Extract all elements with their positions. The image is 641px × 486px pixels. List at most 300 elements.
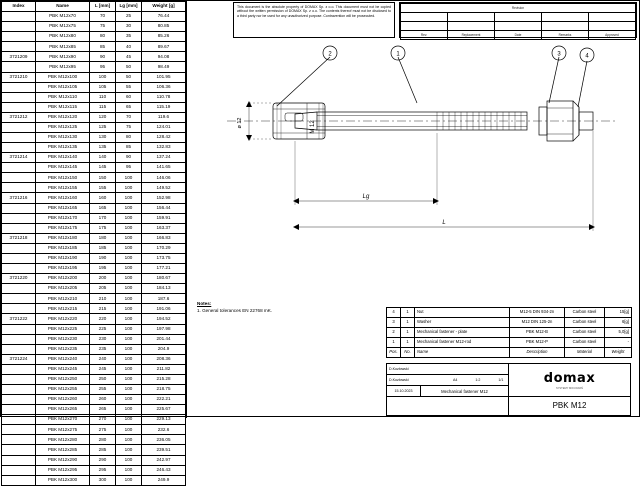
table-cell xyxy=(2,284,36,294)
table-cell: 3721212 xyxy=(2,112,36,122)
table-cell: 130 xyxy=(90,133,116,143)
table-row xyxy=(2,72,186,82)
table-row xyxy=(2,133,186,143)
table-row xyxy=(2,344,186,354)
lg-dimension-label: Lg xyxy=(362,194,370,200)
table-cell: 230 xyxy=(90,334,116,344)
table-row xyxy=(2,12,186,22)
rev-header-approved: Approved xyxy=(589,31,636,40)
bom-cell: 1 xyxy=(401,318,415,328)
copyright-note: This document is the absolute property of DOMAX Sp. z o.o. This document must not be copied without the written permission of DOMAX Sp. z o.o. The contents thereof must not be disclosed to a third party nor be used for any unauthorized purpose. Contravention will be prosecuted. xyxy=(233,2,395,38)
table-cell: 3721222 xyxy=(2,314,36,324)
table-cell: 177.21 xyxy=(142,264,186,274)
sheet-value: 1/1 xyxy=(498,378,504,382)
table-cell: 70 xyxy=(90,12,116,22)
table-row xyxy=(2,213,186,223)
table-row xyxy=(2,284,186,294)
note-item-1: 1. General tolerances EN 22768 mK. xyxy=(197,307,273,313)
plate-slot xyxy=(285,113,303,121)
table-cell: PBK M12x140 xyxy=(36,153,90,163)
table-cell: 100 xyxy=(116,284,142,294)
bom-cell: 2 xyxy=(387,328,401,338)
table-cell xyxy=(2,435,36,445)
fastener-drawing-svg xyxy=(187,41,641,301)
table-cell xyxy=(2,92,36,102)
table-cell: 222.21 xyxy=(142,395,186,405)
table-cell: PBK M12x235 xyxy=(36,344,90,354)
table-cell: PBK M12x275 xyxy=(36,425,90,435)
table-cell: 225 xyxy=(90,324,116,334)
table-cell: 60 xyxy=(116,92,142,102)
table-cell: 132.83 xyxy=(142,143,186,153)
table-cell: 100 xyxy=(116,354,142,364)
table-cell xyxy=(2,405,36,415)
table-cell: 249.9 xyxy=(142,475,186,485)
table-row xyxy=(2,455,186,465)
table-header-row xyxy=(2,2,186,12)
date-value: 15.10.2023 xyxy=(387,386,421,396)
table-cell: 110.78 xyxy=(142,92,186,102)
table-cell: 152.98 xyxy=(142,193,186,203)
table-row xyxy=(2,153,186,163)
table-cell: PBK M12x70 xyxy=(36,12,90,22)
table-row xyxy=(2,22,186,32)
table-row xyxy=(2,354,186,364)
table-cell: 156.44 xyxy=(142,203,186,213)
table-cell: 300 xyxy=(90,475,116,485)
table-cell xyxy=(2,122,36,132)
table-cell: 95 xyxy=(116,163,142,173)
table-cell: 89.67 xyxy=(142,42,186,52)
table-cell: 115 xyxy=(90,102,116,112)
table-cell: PBK M12x115 xyxy=(36,102,90,112)
table-cell xyxy=(2,62,36,72)
rev-cell xyxy=(495,22,542,31)
right-panel xyxy=(187,1,639,416)
table-cell: 45 xyxy=(116,52,142,62)
table-row xyxy=(2,163,186,173)
rev-cell xyxy=(448,13,495,22)
table-cell: 141.65 xyxy=(142,163,186,173)
table-cell xyxy=(2,384,36,394)
bom-body xyxy=(387,308,632,358)
bill-of-materials xyxy=(386,307,631,358)
bom-cell: PBK M12-P xyxy=(510,338,565,348)
drawing-title: Mechanical fastener M12 xyxy=(441,388,488,394)
bom-header-cell: Weight xyxy=(605,348,632,358)
table-row xyxy=(2,405,186,415)
table-row xyxy=(2,52,186,62)
table-cell: 285 xyxy=(90,445,116,455)
table-cell: 215.28 xyxy=(142,374,186,384)
table-cell: 235 xyxy=(90,344,116,354)
table-cell: 100 xyxy=(116,344,142,354)
table-cell xyxy=(2,374,36,384)
bom-cell: Nut xyxy=(415,308,510,318)
table-cell: 100 xyxy=(116,334,142,344)
table-cell: PBK M12x295 xyxy=(36,465,90,475)
table-cell: 55 xyxy=(116,82,142,92)
bom-cell: 5,0[g] xyxy=(605,328,632,338)
bom-cell: Carbon steel xyxy=(565,328,605,338)
table-cell xyxy=(2,304,36,314)
table-cell: 100 xyxy=(116,183,142,193)
table-cell: PBK M12x225 xyxy=(36,324,90,334)
table-cell xyxy=(2,143,36,153)
table-cell: 25 xyxy=(116,12,142,22)
table-cell: 50 xyxy=(116,72,142,82)
table-cell: 265 xyxy=(90,405,116,415)
bom-header-cell: Material xyxy=(565,348,605,358)
table-cell: PBK M12x280 xyxy=(36,435,90,445)
table-cell xyxy=(2,425,36,435)
table-cell: 210 xyxy=(90,294,116,304)
table-row xyxy=(2,82,186,92)
table-row xyxy=(2,253,186,263)
table-body xyxy=(2,12,186,486)
table-cell: PBK M12x90 xyxy=(36,52,90,62)
table-cell: 90 xyxy=(116,153,142,163)
table-cell xyxy=(2,163,36,173)
table-cell: 145 xyxy=(90,163,116,173)
table-cell: PBK M12x155 xyxy=(36,183,90,193)
rev-header-remarks: Remarks xyxy=(542,31,589,40)
table-cell: 100 xyxy=(116,384,142,394)
table-cell: 211.82 xyxy=(142,364,186,374)
balloon-3-label: 3 xyxy=(557,51,561,58)
table-cell: PBK M12x170 xyxy=(36,213,90,223)
table-cell: 180.67 xyxy=(142,274,186,284)
table-cell xyxy=(2,395,36,405)
table-cell: 159.91 xyxy=(142,213,186,223)
table-cell: 90 xyxy=(90,52,116,62)
table-cell: 150 xyxy=(90,173,116,183)
table-cell: PBK M12x220 xyxy=(36,314,90,324)
rev-cell xyxy=(589,22,636,31)
table-cell: PBK M12x80 xyxy=(36,32,90,42)
table-cell xyxy=(2,455,36,465)
table-cell: 3721209 xyxy=(2,52,36,62)
table-cell: 100 xyxy=(116,223,142,233)
bom-table xyxy=(386,307,632,358)
table-cell: 173.75 xyxy=(142,253,186,263)
brand-subtitle: SYSTEMY MOCOWAŃ xyxy=(555,386,584,390)
table-cell: 101.95 xyxy=(142,72,186,82)
table-row xyxy=(2,243,186,253)
table-cell: 208.36 xyxy=(142,354,186,364)
table-cell: PBK M12x205 xyxy=(36,284,90,294)
bom-row xyxy=(387,328,632,338)
bom-cell: 1 xyxy=(401,328,415,338)
table-row xyxy=(2,465,186,475)
table-row xyxy=(2,445,186,455)
balloon-2-label: 2 xyxy=(328,51,332,58)
table-cell: PBK M12x100 xyxy=(36,72,90,82)
rev-cell xyxy=(542,13,589,22)
table-cell: PBK M12x145 xyxy=(36,163,90,173)
table-cell: 100 xyxy=(116,465,142,475)
table-cell: 100 xyxy=(116,294,142,304)
table-cell: 229.13 xyxy=(142,415,186,425)
bom-cell: 3 xyxy=(387,318,401,328)
table-cell: 135 xyxy=(90,143,116,153)
balloon-1-label: 1 xyxy=(396,51,400,58)
leader-4 xyxy=(578,61,587,107)
checked-by-label: D.Kozłowski xyxy=(389,378,409,382)
drawn-by-label: D.Kozłowski xyxy=(389,367,409,371)
table-cell: 255 xyxy=(90,384,116,394)
table-cell: PBK M12x175 xyxy=(36,223,90,233)
table-cell: 197.98 xyxy=(142,324,186,334)
table-cell: PBK M12x300 xyxy=(36,475,90,485)
table-cell: 180 xyxy=(90,233,116,243)
table-cell: PBK M12x180 xyxy=(36,233,90,243)
table-cell: 75 xyxy=(90,22,116,32)
table-cell: 220 xyxy=(90,314,116,324)
brand-name: domax xyxy=(543,370,596,386)
title-block-spacer xyxy=(387,397,508,417)
table-cell: 3721216 xyxy=(2,193,36,203)
table-cell: PBK M12x165 xyxy=(36,203,90,213)
table-cell: PBK M12x210 xyxy=(36,294,90,304)
leader-3 xyxy=(549,57,559,103)
table-cell: 94.08 xyxy=(142,52,186,62)
table-row xyxy=(2,203,186,213)
table-row xyxy=(2,334,186,344)
table-row xyxy=(2,435,186,445)
table-cell: 3721210 xyxy=(2,72,36,82)
table-cell: 100 xyxy=(116,324,142,334)
table-row xyxy=(2,384,186,394)
bom-cell: Carbon steel xyxy=(565,318,605,328)
table-cell: PBK M12x150 xyxy=(36,173,90,183)
table-cell: 195 xyxy=(90,264,116,274)
diameter-label: ø 12 xyxy=(237,117,243,129)
table-cell: 100 xyxy=(116,364,142,374)
bom-cell: M12 DIN 125-2n xyxy=(510,318,565,328)
table-cell: 140 xyxy=(90,153,116,163)
rev-cell xyxy=(401,22,448,31)
table-cell: 100 xyxy=(116,243,142,253)
leader-1 xyxy=(398,57,417,103)
table-cell: 100 xyxy=(116,374,142,384)
leader-2 xyxy=(277,57,330,106)
revision-strip xyxy=(399,2,637,38)
table-cell: 205 xyxy=(90,284,116,294)
table-cell: 160 xyxy=(90,193,116,203)
bom-cell: 15[g] xyxy=(605,308,632,318)
table-cell xyxy=(2,334,36,344)
table-row xyxy=(2,425,186,435)
table-cell xyxy=(2,364,36,374)
table-row xyxy=(2,264,186,274)
bom-header-cell: Pos. xyxy=(387,348,401,358)
col-index: Index xyxy=(2,2,36,12)
table-cell: 100 xyxy=(116,173,142,183)
rev-cell xyxy=(401,13,448,22)
table-cell: PBK M12x75 xyxy=(36,22,90,32)
table-cell xyxy=(2,294,36,304)
table-row xyxy=(2,173,186,183)
table-cell xyxy=(2,415,36,425)
table-row xyxy=(2,143,186,153)
bom-cell: Mechanical fastener M12-rod xyxy=(415,338,510,348)
table-cell: 50 xyxy=(116,62,142,72)
table-cell: 100 xyxy=(116,203,142,213)
l-dimension-label: L xyxy=(442,220,446,226)
table-cell: 201.44 xyxy=(142,334,186,344)
table-cell: 100 xyxy=(116,425,142,435)
table-cell: PBK M12x185 xyxy=(36,243,90,253)
table-row xyxy=(2,324,186,334)
balloon-4-label: 4 xyxy=(585,53,589,60)
table-row xyxy=(2,42,186,52)
table-row xyxy=(2,274,186,284)
bom-cell: 1 xyxy=(401,308,415,318)
table-cell: 128.42 xyxy=(142,133,186,143)
table-cell: PBK M12x200 xyxy=(36,274,90,284)
table-cell: 149.52 xyxy=(142,183,186,193)
dimension-table xyxy=(1,1,186,486)
thread-label: M 12 xyxy=(310,120,316,134)
bom-cell: Mechanical fastener - plate xyxy=(415,328,510,338)
table-cell xyxy=(2,22,36,32)
table-cell: 239.51 xyxy=(142,445,186,455)
table-cell: 40 xyxy=(116,42,142,52)
table-cell: 100 xyxy=(116,405,142,415)
table-cell xyxy=(2,12,36,22)
table-cell: PBK M12x230 xyxy=(36,334,90,344)
bom-header-row xyxy=(387,348,632,358)
notes-block xyxy=(197,301,272,315)
rev-cell xyxy=(448,22,495,31)
table-cell: 100 xyxy=(116,314,142,324)
bom-row xyxy=(387,338,632,348)
table-cell xyxy=(2,475,36,485)
table-row xyxy=(2,415,186,425)
notes-heading: Notes: xyxy=(197,301,212,306)
table-cell: 204.9 xyxy=(142,344,186,354)
table-row xyxy=(2,32,186,42)
title-block-left xyxy=(387,364,509,415)
table-cell: 85.26 xyxy=(142,32,186,42)
table-cell: 170.29 xyxy=(142,243,186,253)
table-cell xyxy=(2,203,36,213)
drawn-by-row xyxy=(387,364,508,375)
table-cell: 165 xyxy=(90,203,116,213)
table-cell xyxy=(2,264,36,274)
table-cell: PBK M12x240 xyxy=(36,354,90,364)
table-cell: 170 xyxy=(90,213,116,223)
table-row xyxy=(2,223,186,233)
table-row xyxy=(2,183,186,193)
table-cell xyxy=(2,133,36,143)
bom-cell: Carbon steel xyxy=(565,308,605,318)
scale-value: 1:2 xyxy=(475,378,481,382)
table-cell: 85 xyxy=(116,143,142,153)
table-cell: 100 xyxy=(116,435,142,445)
table-cell: PBK M12x270 xyxy=(36,415,90,425)
table-cell: 163.37 xyxy=(142,223,186,233)
table-cell: 137.24 xyxy=(142,153,186,163)
table-cell: 106.36 xyxy=(142,82,186,92)
table-cell: 100 xyxy=(116,395,142,405)
table-row xyxy=(2,233,186,243)
table-cell: 184.13 xyxy=(142,284,186,294)
table-cell: 100 xyxy=(116,264,142,274)
col-weight: Weight [g] xyxy=(142,2,186,12)
rev-cell xyxy=(589,13,636,22)
table-cell: PBK M12x160 xyxy=(36,193,90,203)
table-cell: 200 xyxy=(90,274,116,284)
revision-table xyxy=(400,3,636,40)
table-cell: PBK M12x215 xyxy=(36,304,90,314)
bom-cell: 1 xyxy=(401,338,415,348)
bom-cell: 6[g] xyxy=(605,318,632,328)
table-row xyxy=(2,294,186,304)
table-cell: 100 xyxy=(116,193,142,203)
table-cell: PBK M12x110 xyxy=(36,92,90,102)
bom-row xyxy=(387,318,632,328)
table-cell: 215 xyxy=(90,304,116,314)
bom-cell: M12-5 DIN 934-2n xyxy=(510,308,565,318)
rev-header-replacement: Replacement xyxy=(448,31,495,40)
table-cell: 146.06 xyxy=(142,173,186,183)
bom-cell: PBK M12-B xyxy=(510,328,565,338)
col-lg: Lg [mm] xyxy=(116,2,142,12)
table-row xyxy=(2,374,186,384)
table-cell: 100 xyxy=(116,304,142,314)
table-row xyxy=(2,112,186,122)
table-row xyxy=(2,92,186,102)
table-row xyxy=(2,364,186,374)
table-cell: 190 xyxy=(90,253,116,263)
table-row xyxy=(2,193,186,203)
bom-cell: 4 xyxy=(387,308,401,318)
table-cell: 65 xyxy=(116,102,142,112)
table-cell xyxy=(2,102,36,112)
table-cell: 295 xyxy=(90,465,116,475)
revision-title: Revision xyxy=(401,4,636,13)
table-cell: 185 xyxy=(90,243,116,253)
table-cell xyxy=(2,32,36,42)
table-cell: 120 xyxy=(90,112,116,122)
table-cell: 246.43 xyxy=(142,465,186,475)
table-cell: 194.52 xyxy=(142,314,186,324)
bom-cell: - xyxy=(605,338,632,348)
table-cell xyxy=(2,213,36,223)
table-cell: 100 xyxy=(116,415,142,425)
table-cell: 236.05 xyxy=(142,435,186,445)
table-cell: 275 xyxy=(90,425,116,435)
table-cell: 100 xyxy=(116,455,142,465)
table-row xyxy=(2,102,186,112)
table-cell xyxy=(2,465,36,475)
table-cell: 35 xyxy=(116,32,142,42)
table-cell xyxy=(2,82,36,92)
table-cell: 80.85 xyxy=(142,22,186,32)
table-cell: 70 xyxy=(116,112,142,122)
table-row xyxy=(2,475,186,485)
date-title-row xyxy=(387,386,508,397)
table-cell xyxy=(2,344,36,354)
table-cell: 98.49 xyxy=(142,62,186,72)
table-cell: PBK M12x105 xyxy=(36,82,90,92)
table-cell: 191.06 xyxy=(142,304,186,314)
table-cell: 100 xyxy=(116,274,142,284)
table-row xyxy=(2,304,186,314)
table-cell: 110 xyxy=(90,92,116,102)
